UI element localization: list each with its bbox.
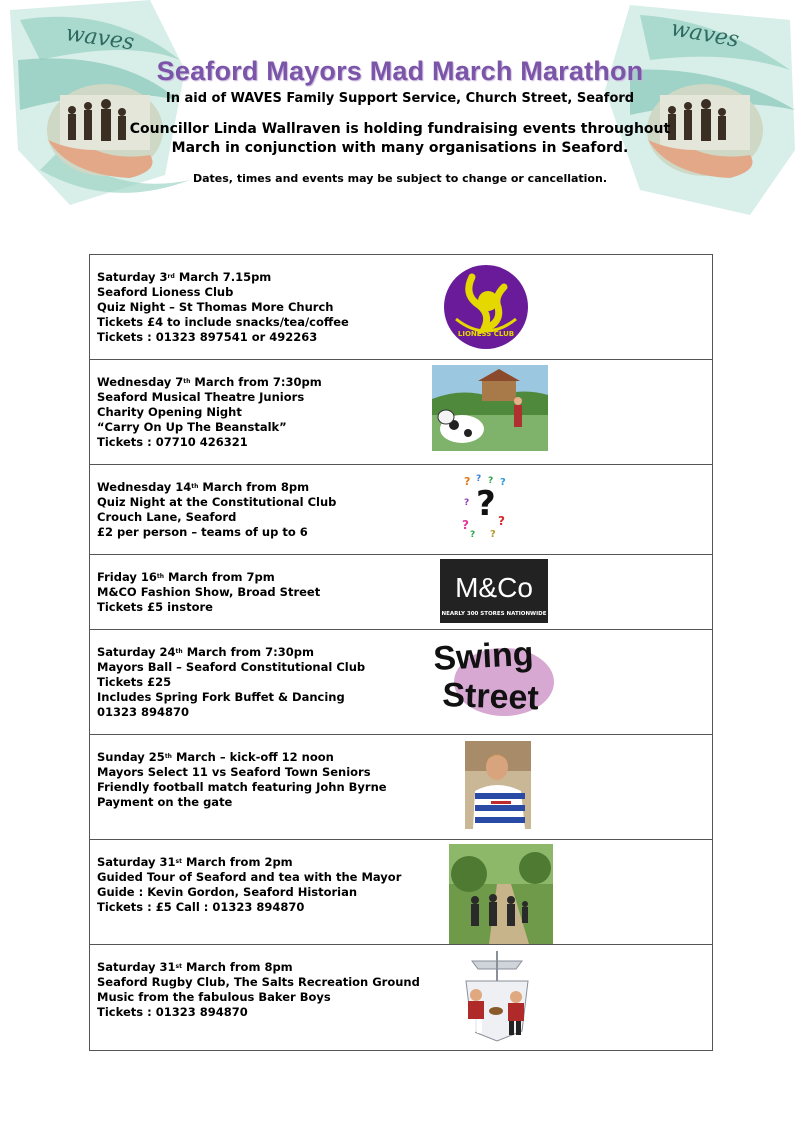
event-row <box>90 360 712 465</box>
event-line: Friendly football match featuring John Byrne <box>97 780 387 794</box>
svg-text:Swing: Swing <box>432 634 535 678</box>
event-details <box>97 855 401 915</box>
svg-text:NEARLY 300 STORES NATIONWIDE: NEARLY 300 STORES NATIONWIDE <box>441 611 547 617</box>
svg-text:waves: waves <box>668 16 741 53</box>
event-line: Seaford Lioness Club <box>97 285 234 299</box>
event-row <box>90 465 712 555</box>
event-date: Sunday 25th March – kick-off 12 noon <box>97 750 334 764</box>
event-details <box>97 570 320 615</box>
page-header <box>120 56 680 185</box>
event-line: Quiz Night at the Constitutional Club <box>97 495 337 509</box>
event-line: £2 per person – teams of up to 6 <box>97 525 308 539</box>
page-title: Seaford Mayors Mad March Marathon <box>156 56 644 86</box>
event-details <box>97 645 365 720</box>
svg-text:Street: Street <box>441 676 540 718</box>
event-line: Quiz Night – St Thomas More Church <box>97 300 334 314</box>
event-line: Includes Spring Fork Buffet & Dancing <box>97 690 345 704</box>
event-details <box>97 480 336 540</box>
svg-text:?: ? <box>470 530 476 539</box>
event-row <box>90 945 712 1050</box>
event-date: Wednesday 7th March from 7:30pm <box>97 375 322 389</box>
event-line: Seaford Rugby Club, The Salts Recreation Ground <box>97 975 420 989</box>
lioness-club-logo <box>442 263 530 351</box>
event-details <box>97 270 349 345</box>
svg-text:?: ? <box>476 474 482 484</box>
svg-text:?: ? <box>500 477 506 488</box>
event-line: Tickets £25 <box>97 675 172 689</box>
disclaimer-note: Dates, times and events may be subject to change or cancellation. <box>192 172 607 185</box>
event-date: Friday 16th March from 7pm <box>97 570 275 584</box>
event-date: Saturday 31st March from 2pm <box>97 855 293 869</box>
event-date: Wednesday 14th March from 8pm <box>97 480 310 494</box>
event-line: Tickets : 07710 426321 <box>97 435 248 449</box>
mco-logo <box>440 559 548 623</box>
svg-text:?: ? <box>464 498 470 508</box>
event-line: Guided Tour of Seaford and tea with the Mayor <box>97 870 402 884</box>
swing-street-logo <box>430 634 558 720</box>
event-details <box>97 375 322 450</box>
svg-text:?: ? <box>464 475 471 488</box>
footballer-photo <box>465 741 531 829</box>
walkers-on-path-photo <box>449 844 553 944</box>
svg-text:?: ? <box>462 518 469 532</box>
event-line: Mayors Select 11 vs Seaford Town Seniors <box>97 765 371 779</box>
event-date: Saturday 24th March from 7:30pm <box>97 645 314 659</box>
question-marks-graphic <box>462 473 512 539</box>
event-row <box>90 630 712 735</box>
event-line: Payment on the gate <box>97 795 233 809</box>
event-line: Charity Opening Night <box>97 405 242 419</box>
intro-text: Councillor Linda Wallraven is holding fundraising events throughout March in conjunction with many organisations in Seaford. <box>129 121 671 156</box>
svg-text:?: ? <box>476 484 496 524</box>
event-line: Guide : Kevin Gordon, Seaford Historian <box>97 885 358 899</box>
rugby-club-crest <box>452 951 542 1043</box>
svg-text:M&Co: M&Co <box>455 572 533 603</box>
event-line: Tickets : £5 Call : 01323 894870 <box>97 900 305 914</box>
event-line: Tickets £5 instore <box>97 600 213 614</box>
page-subtitle: In aid of WAVES Family Support Service, Church Street, Seaford <box>165 91 635 106</box>
event-row <box>90 255 712 360</box>
event-line: Music from the fabulous Baker Boys <box>97 990 331 1004</box>
event-line: Tickets : 01323 897541 or 492263 <box>97 330 318 344</box>
event-details <box>97 750 387 810</box>
svg-text:LIONESS CLUB: LIONESS CLUB <box>457 330 515 338</box>
svg-text:?: ? <box>498 514 505 528</box>
event-line: Crouch Lane, Seaford <box>97 510 237 524</box>
svg-text:?: ? <box>490 529 496 539</box>
svg-text:waves: waves <box>64 21 136 56</box>
event-date: Saturday 3rd March 7.15pm <box>97 270 272 284</box>
events-table <box>89 254 713 1051</box>
event-details <box>97 960 420 1020</box>
event-line: “Carry On Up The Beanstalk” <box>97 420 287 434</box>
event-line: M&CO Fashion Show, Broad Street <box>97 585 321 599</box>
event-line: Tickets : 01323 894870 <box>97 1005 248 1019</box>
event-row <box>90 555 712 630</box>
event-line: Tickets £4 to include snacks/tea/coffee <box>97 315 349 329</box>
event-line: Mayors Ball – Seaford Constitutional Club <box>97 660 366 674</box>
beanstalk-cow-illustration <box>432 365 548 451</box>
event-row <box>90 735 712 840</box>
event-line: 01323 894870 <box>97 705 190 719</box>
svg-text:?: ? <box>488 476 494 486</box>
event-line: Seaford Musical Theatre Juniors <box>97 390 305 404</box>
event-date: Saturday 31st March from 8pm <box>97 960 293 974</box>
event-row <box>90 840 712 945</box>
